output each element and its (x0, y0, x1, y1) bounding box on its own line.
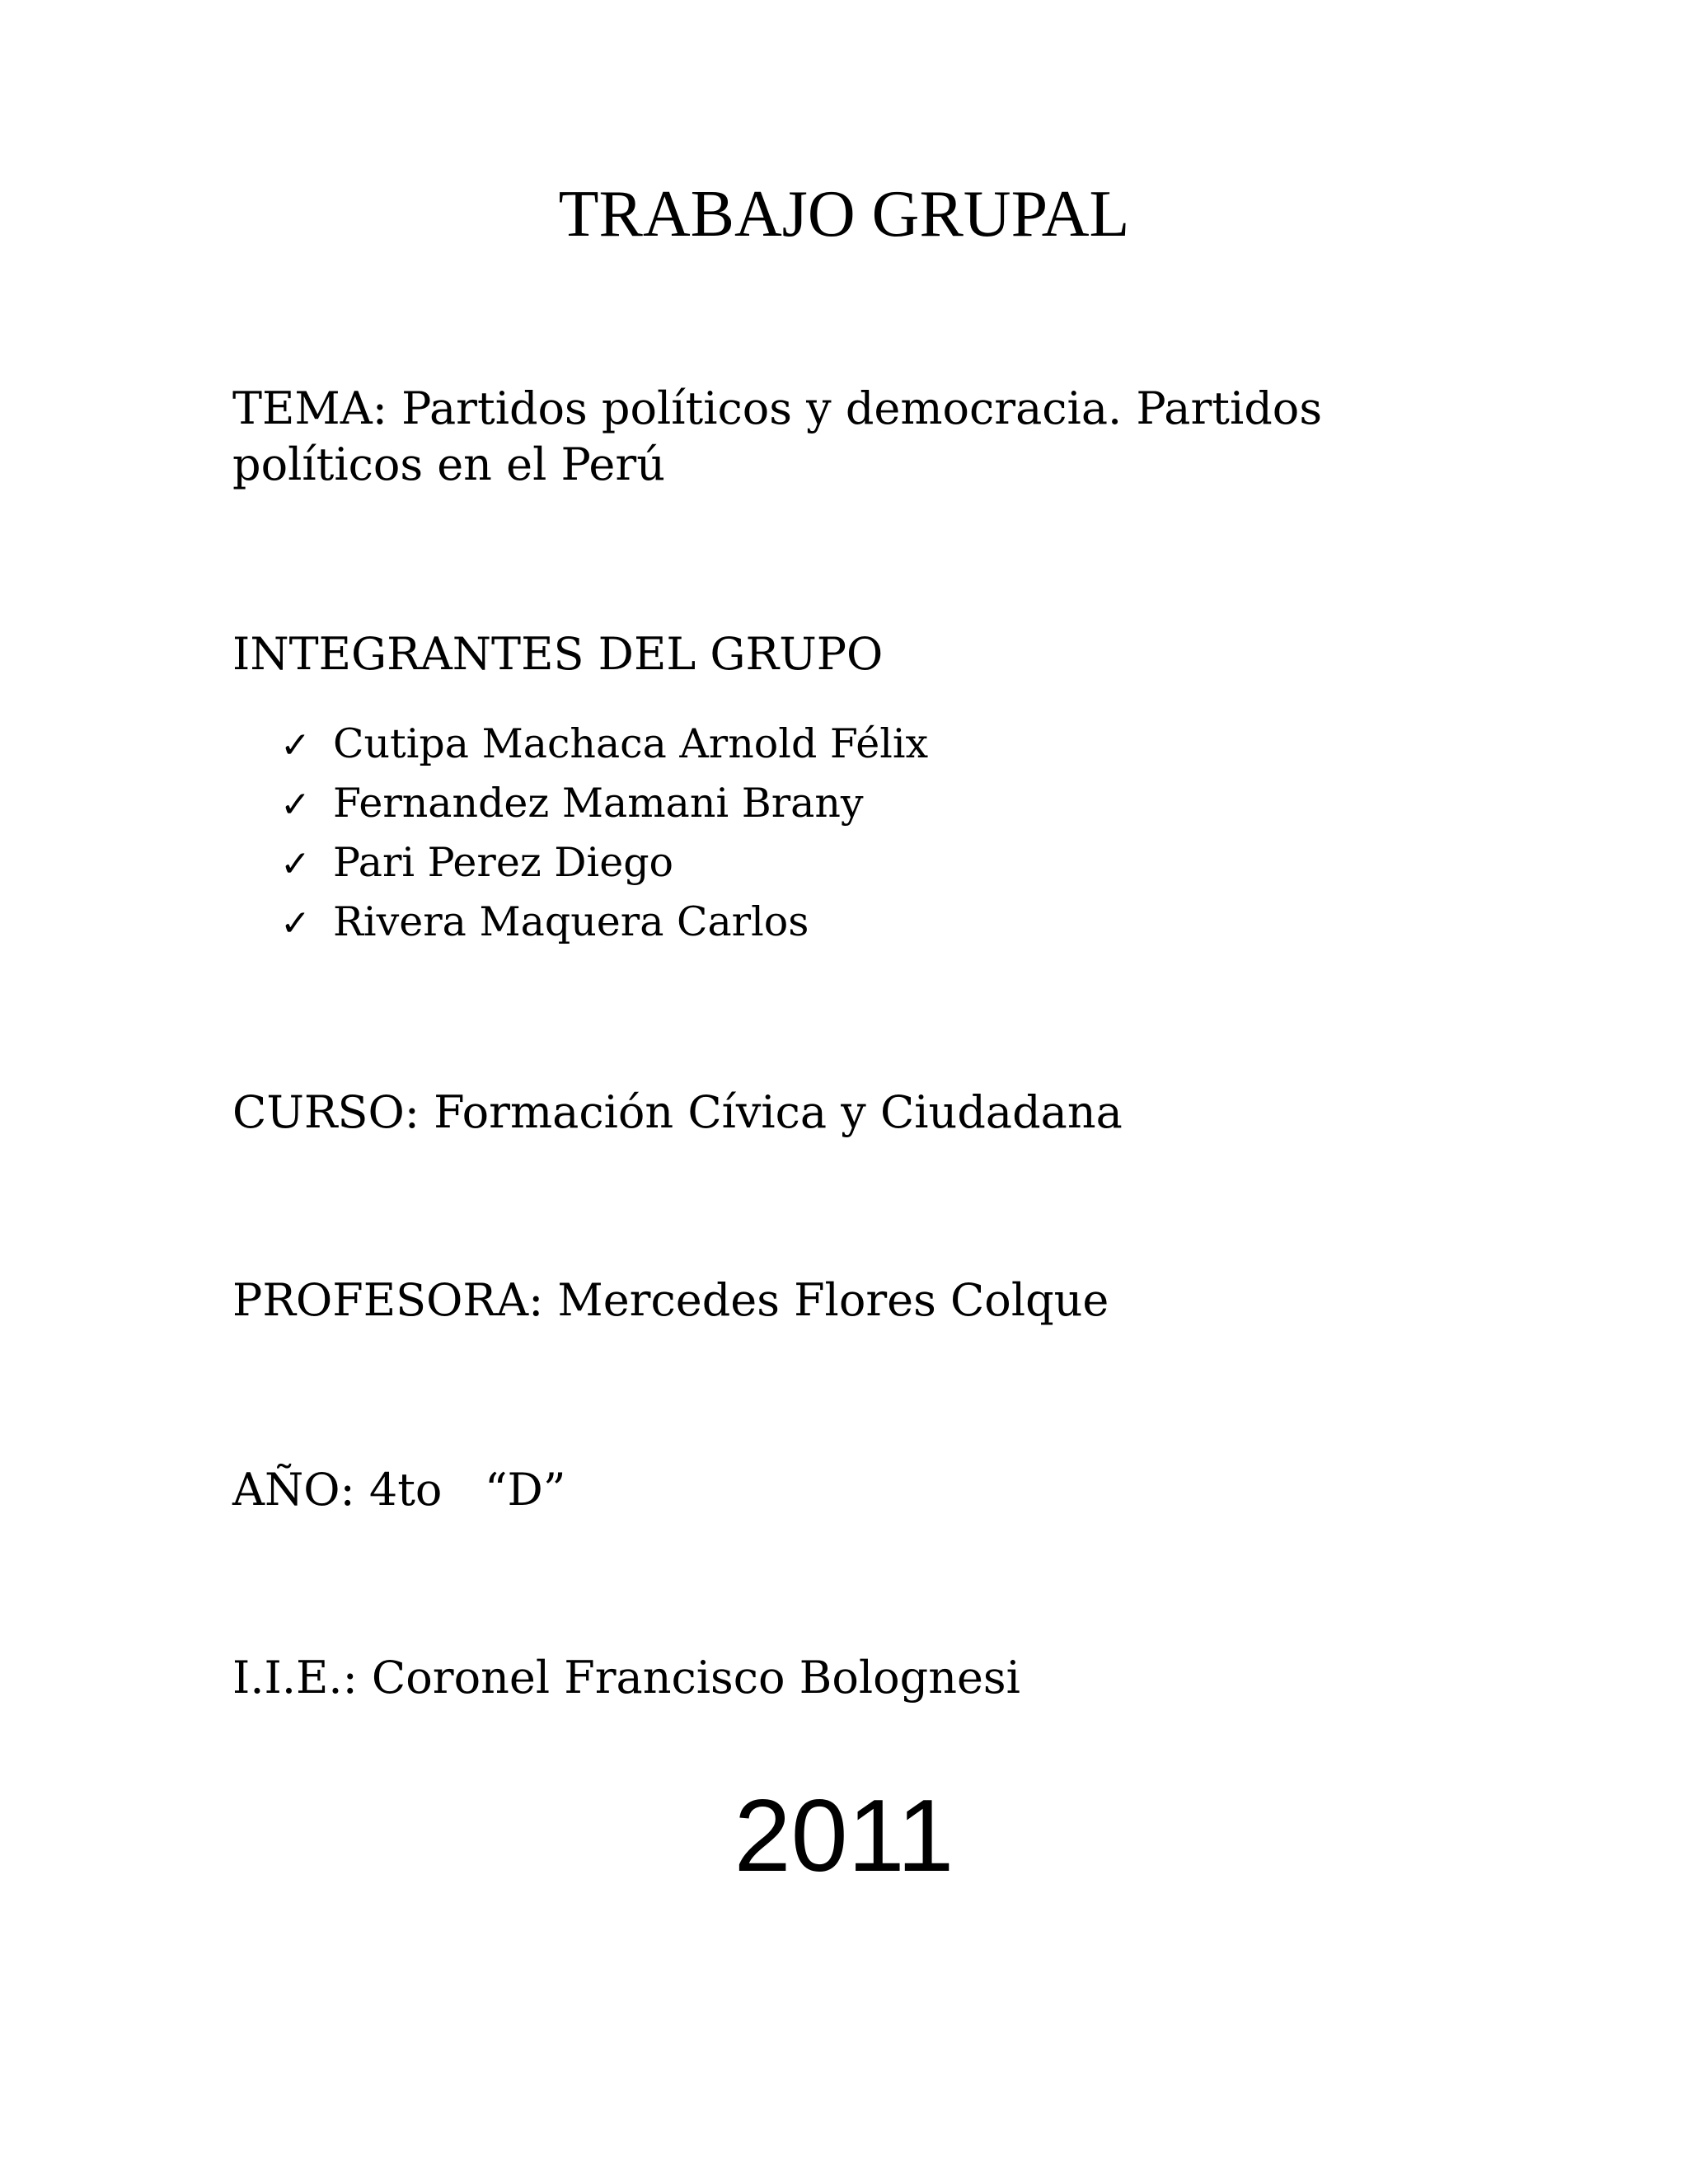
list-item (280, 715, 928, 775)
member-name: Fernandez Mamani Brany (333, 780, 864, 827)
checkmark-icon: ✓ (280, 724, 311, 766)
member-name: Pari Perez Diego (333, 839, 674, 886)
checkmark-icon: ✓ (280, 843, 311, 885)
list-item (280, 893, 928, 953)
integrantes-heading: INTEGRANTES DEL GRUPO (232, 628, 884, 680)
member-name: Cutipa Machaca Arnold Félix (333, 720, 929, 767)
checkmark-icon: ✓ (280, 784, 311, 826)
iie-text: I.I.E.: Coronel Francisco Bolognesi (232, 1652, 1020, 1704)
members-list (280, 715, 928, 953)
tema-text: TEMA: Partidos políticos y democracia. Partidos políticos en el Perú (232, 382, 1323, 490)
member-name: Rivera Maquera Carlos (333, 898, 809, 945)
list-item (280, 775, 928, 834)
document-title: TRABAJO GRUPAL (558, 178, 1130, 251)
checkmark-icon: ✓ (280, 902, 311, 944)
curso-text: CURSO: Formación Cívica y Ciudadana (232, 1086, 1123, 1138)
year-text: 2011 (734, 1779, 954, 1893)
anio-text: AÑO: 4to “D” (232, 1464, 566, 1516)
profesora-text: PROFESORA: Mercedes Flores Colque (232, 1274, 1109, 1326)
list-item (280, 834, 928, 893)
